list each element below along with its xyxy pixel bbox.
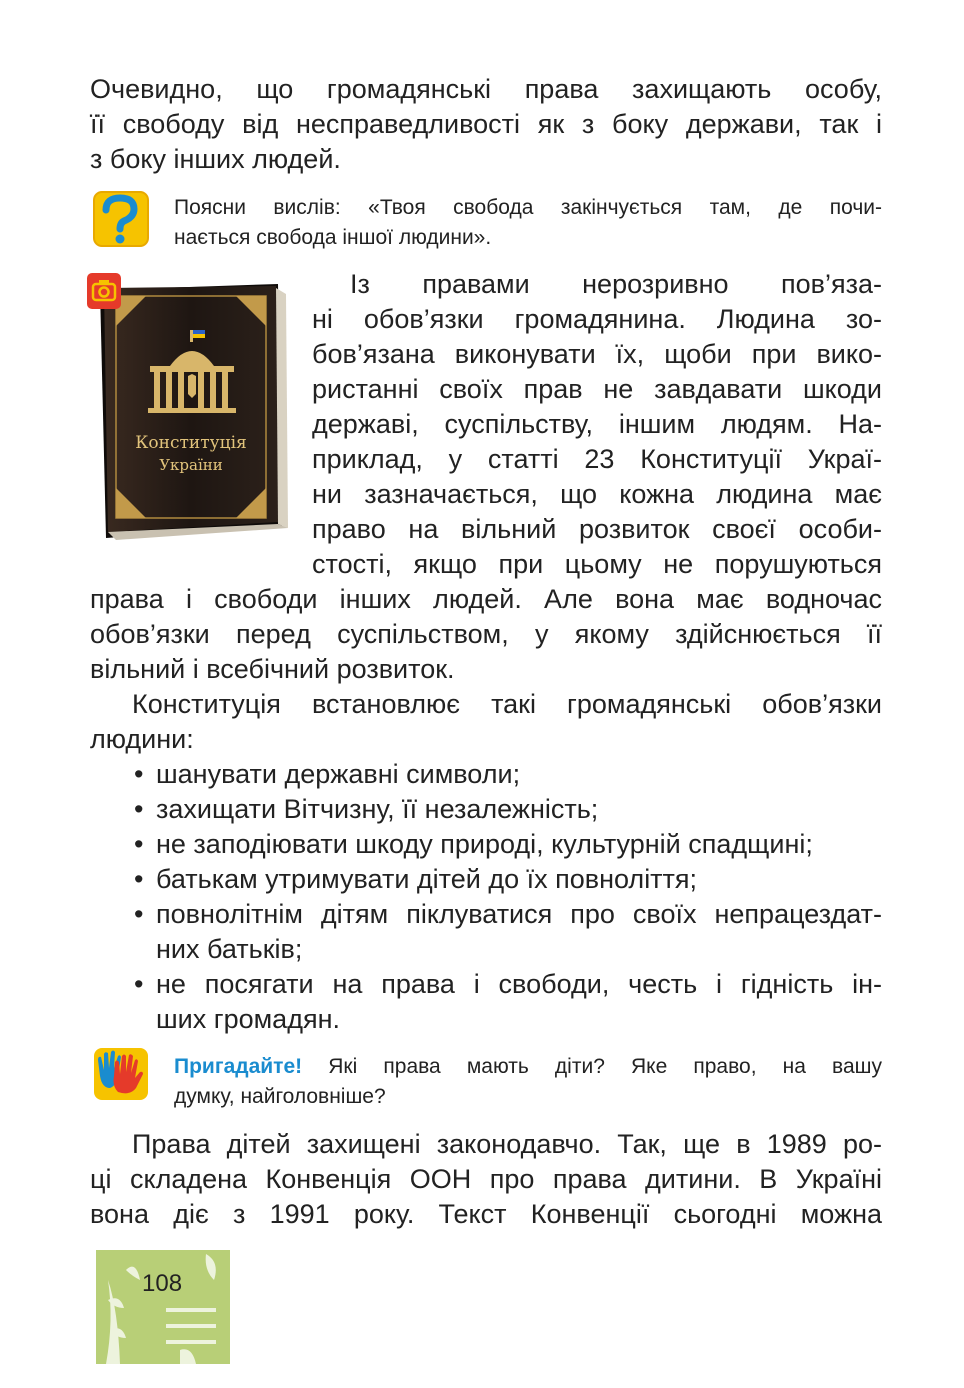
remember-note [174,1052,882,1112]
bullet: • [134,759,144,789]
paragraph-children-rights [90,1127,882,1232]
book-title-line-2: України [159,456,223,474]
list-item-text: захищати Вітчизну, її незалежність; [156,794,599,824]
note-line: Поясни вислів: «Твоя свобода закінчується там, де почи- [174,196,882,219]
list-item-text: ших громадян. [156,1004,340,1034]
text-line: з боку інших людей. [90,144,341,174]
paragraph-duties-wrapped [312,267,882,582]
bullet: • [134,864,144,894]
text-line: вільний і всебічний розвиток. [90,654,455,684]
text-line: бов’язана виконувати їх, щоби при вико- [312,339,882,369]
list-item [130,967,882,1037]
list-item-text: не заподіювати шкоду природі, культурній спадщині; [156,829,813,859]
list-item [130,757,882,792]
list-item [130,792,882,827]
paragraph-duties-full [90,582,882,687]
list-item [130,827,882,862]
text-line: обов’язки перед суспільством, у якому здійснюється її [90,619,882,649]
text-line: права і свободи інших людей. Але вона має водночас [90,584,882,614]
note-line: нається свобода іншої людини». [174,226,492,249]
text-line: ні обов’язки громадянина. Людина зо- [312,304,882,334]
book-title-line-1: Конституція [135,433,247,453]
paragraph-civil-rights [90,72,882,177]
note-line: думку, найголовніше? [174,1085,386,1108]
list-item [130,862,882,897]
text-line: ці складена Конвенція ООН про права дитини. В Україні [90,1164,882,1194]
note-line [174,1052,882,1082]
list-item-text: батькам утримувати дітей до їх повноліття; [156,864,698,894]
bullet: • [134,829,144,859]
text-line: людини: [90,724,194,754]
constitution-book-image [90,276,290,546]
paragraph-constitution-duties [90,687,882,757]
bullet: • [134,969,144,999]
raised-hands-icon [92,1046,150,1102]
note-text: Які права мають діти? Яке право, на вашу [302,1055,882,1078]
text-line: Із правами нерозривно пов’яза- [350,269,882,299]
list-item-text: них батьків; [156,934,303,964]
text-line: Права дітей захищені законодавчо. Так, ще в 1989 ро- [132,1129,882,1159]
list-item-text: не посягати на права і свободи, честь і гідність ін- [156,969,882,999]
page-number: 108 [142,1270,183,1297]
text-line: ни зазначається, що кожна людина має [312,479,882,509]
text-line: Очевидно, що громадянські права захищають особу, [90,74,882,104]
list-item [130,897,882,967]
text-line: Конституція встановлює такі громадянські обов’язки [132,689,882,719]
question-icon [92,190,150,248]
list-item-text: шанувати державні символи; [156,759,521,789]
question-note [174,193,882,253]
list-item-text: повнолітнім дітям піклуватися про своїх непрацездат- [156,899,882,929]
bullet: • [134,794,144,824]
text-line: ристанні своїх прав не завдавати шкоди [312,374,882,404]
duties-list [130,757,882,1037]
bullet: • [134,899,144,929]
text-line: стості, якщо при цьому не порушуються [312,549,882,579]
text-line: вона діє з 1991 року. Текст Конвенції сьогодні можна [90,1199,882,1229]
text-line: приклад, у статті 23 Конституції Украї- [312,444,882,474]
text-line: її свободу від несправедливості як з боку держави, так і [90,109,882,139]
text-line: право на вільний розвиток своєї особи- [312,514,882,544]
text-line: державі, суспільству, іншим людям. На- [312,409,882,439]
remember-accent: Пригадайте! [174,1055,303,1078]
page-corner-ornament [96,1250,230,1364]
camera-icon [86,272,122,310]
